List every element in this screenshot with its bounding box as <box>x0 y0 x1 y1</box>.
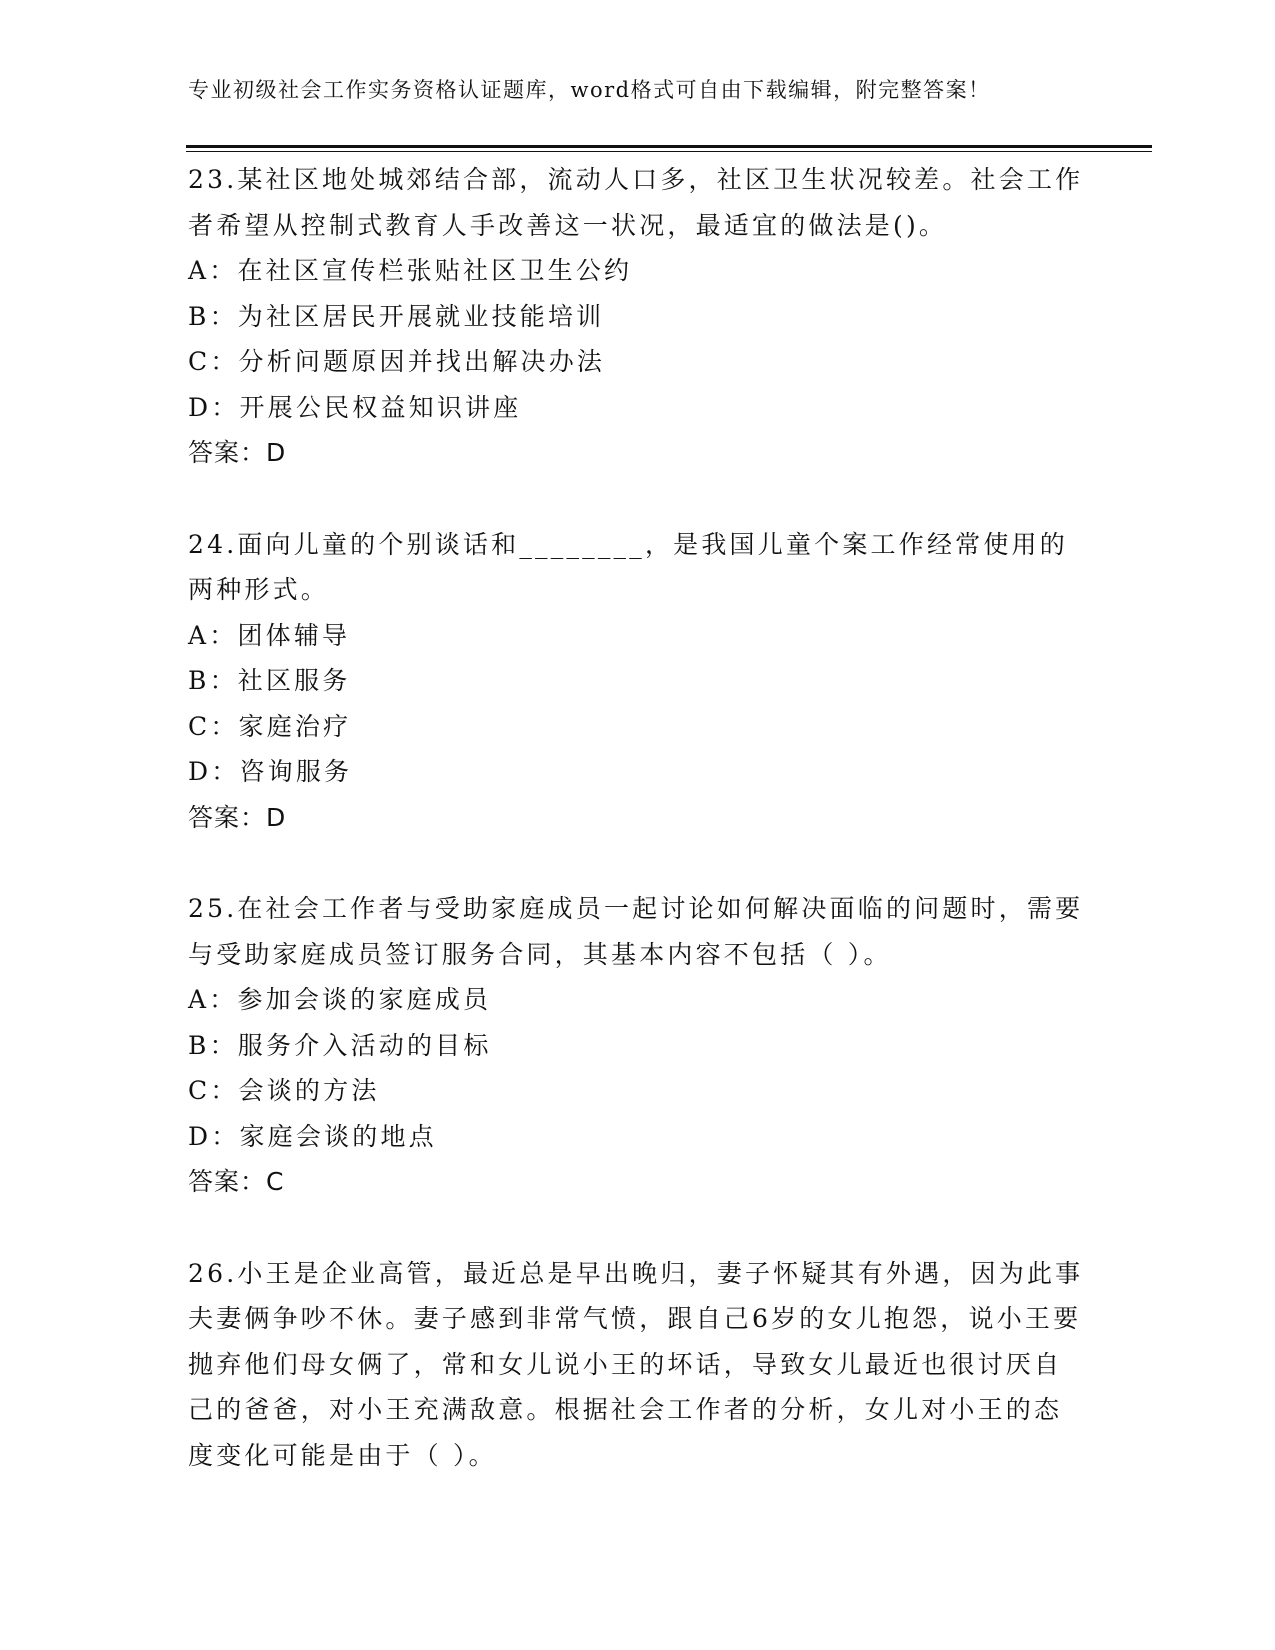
header-rule-thin <box>186 151 1152 152</box>
option-c: C：会谈的方法 <box>188 1076 380 1105</box>
answer-line: 答案：C <box>188 1167 285 1196</box>
option-b: B：服务介入活动的目标 <box>188 1030 492 1060</box>
option-a: A：在社区宣传栏张贴社区卫生公约 <box>188 256 633 285</box>
question-26 <box>188 1251 1088 1479</box>
option-d: D：家庭会谈的地点 <box>188 1121 437 1151</box>
question-23 <box>188 157 1088 476</box>
question-stem: 26.小王是企业高管，最近总是早出晚归，妻子怀疑其有外遇，因为此事夫妻俩争吵不休。妻子感到非常气愤，跟自己6岁的女儿抱怨，说小王要抛弃他们母女俩了，常和女儿说小王的坏话，导致女儿最近也很讨厌自己的爸爸，对小王充满敌意。根据社会工作者的分析，女儿对小王的态度变化可能是由于（ ）。 <box>188 1258 1084 1470</box>
option-b: B：社区服务 <box>188 666 351 695</box>
option-c: C：家庭治疗 <box>188 711 352 741</box>
option-a: A：参加会谈的家庭成员 <box>188 985 492 1014</box>
question-stem: 24.面向儿童的个别谈话和________，是我国儿童个案工作经常使用的两种形式。 <box>188 529 1068 604</box>
option-d: D：开展公民权益知识讲座 <box>188 392 522 422</box>
page-header: 专业初级社会工作实务资格认证题库，word格式可自由下载编辑，附完整答案！ <box>188 78 991 102</box>
answer-line: 答案：D <box>188 438 287 467</box>
question-stem: 25.在社会工作者与受助家庭成员一起讨论如何解决面临的问题时，需要与受助家庭成员签订服务合同，其基本内容不包括（ ）。 <box>188 894 1084 969</box>
option-d: D：咨询服务 <box>188 757 353 786</box>
option-b: B：为社区居民开展就业技能培训 <box>188 301 605 331</box>
question-stem: 23.某社区地处城郊结合部，流动人口多，社区卫生状况较差。社会工作者希望从控制式教育人手改善这一状况，最适宜的做法是()。 <box>188 165 1084 240</box>
header-rule-thick <box>186 145 1152 148</box>
question-list <box>188 157 1088 1524</box>
option-a: A：团体辅导 <box>188 620 351 650</box>
answer-line: 答案：D <box>188 802 287 832</box>
question-24 <box>188 522 1088 841</box>
option-c: C：分析问题原因并找出解决办法 <box>188 347 606 376</box>
question-25 <box>188 886 1088 1205</box>
